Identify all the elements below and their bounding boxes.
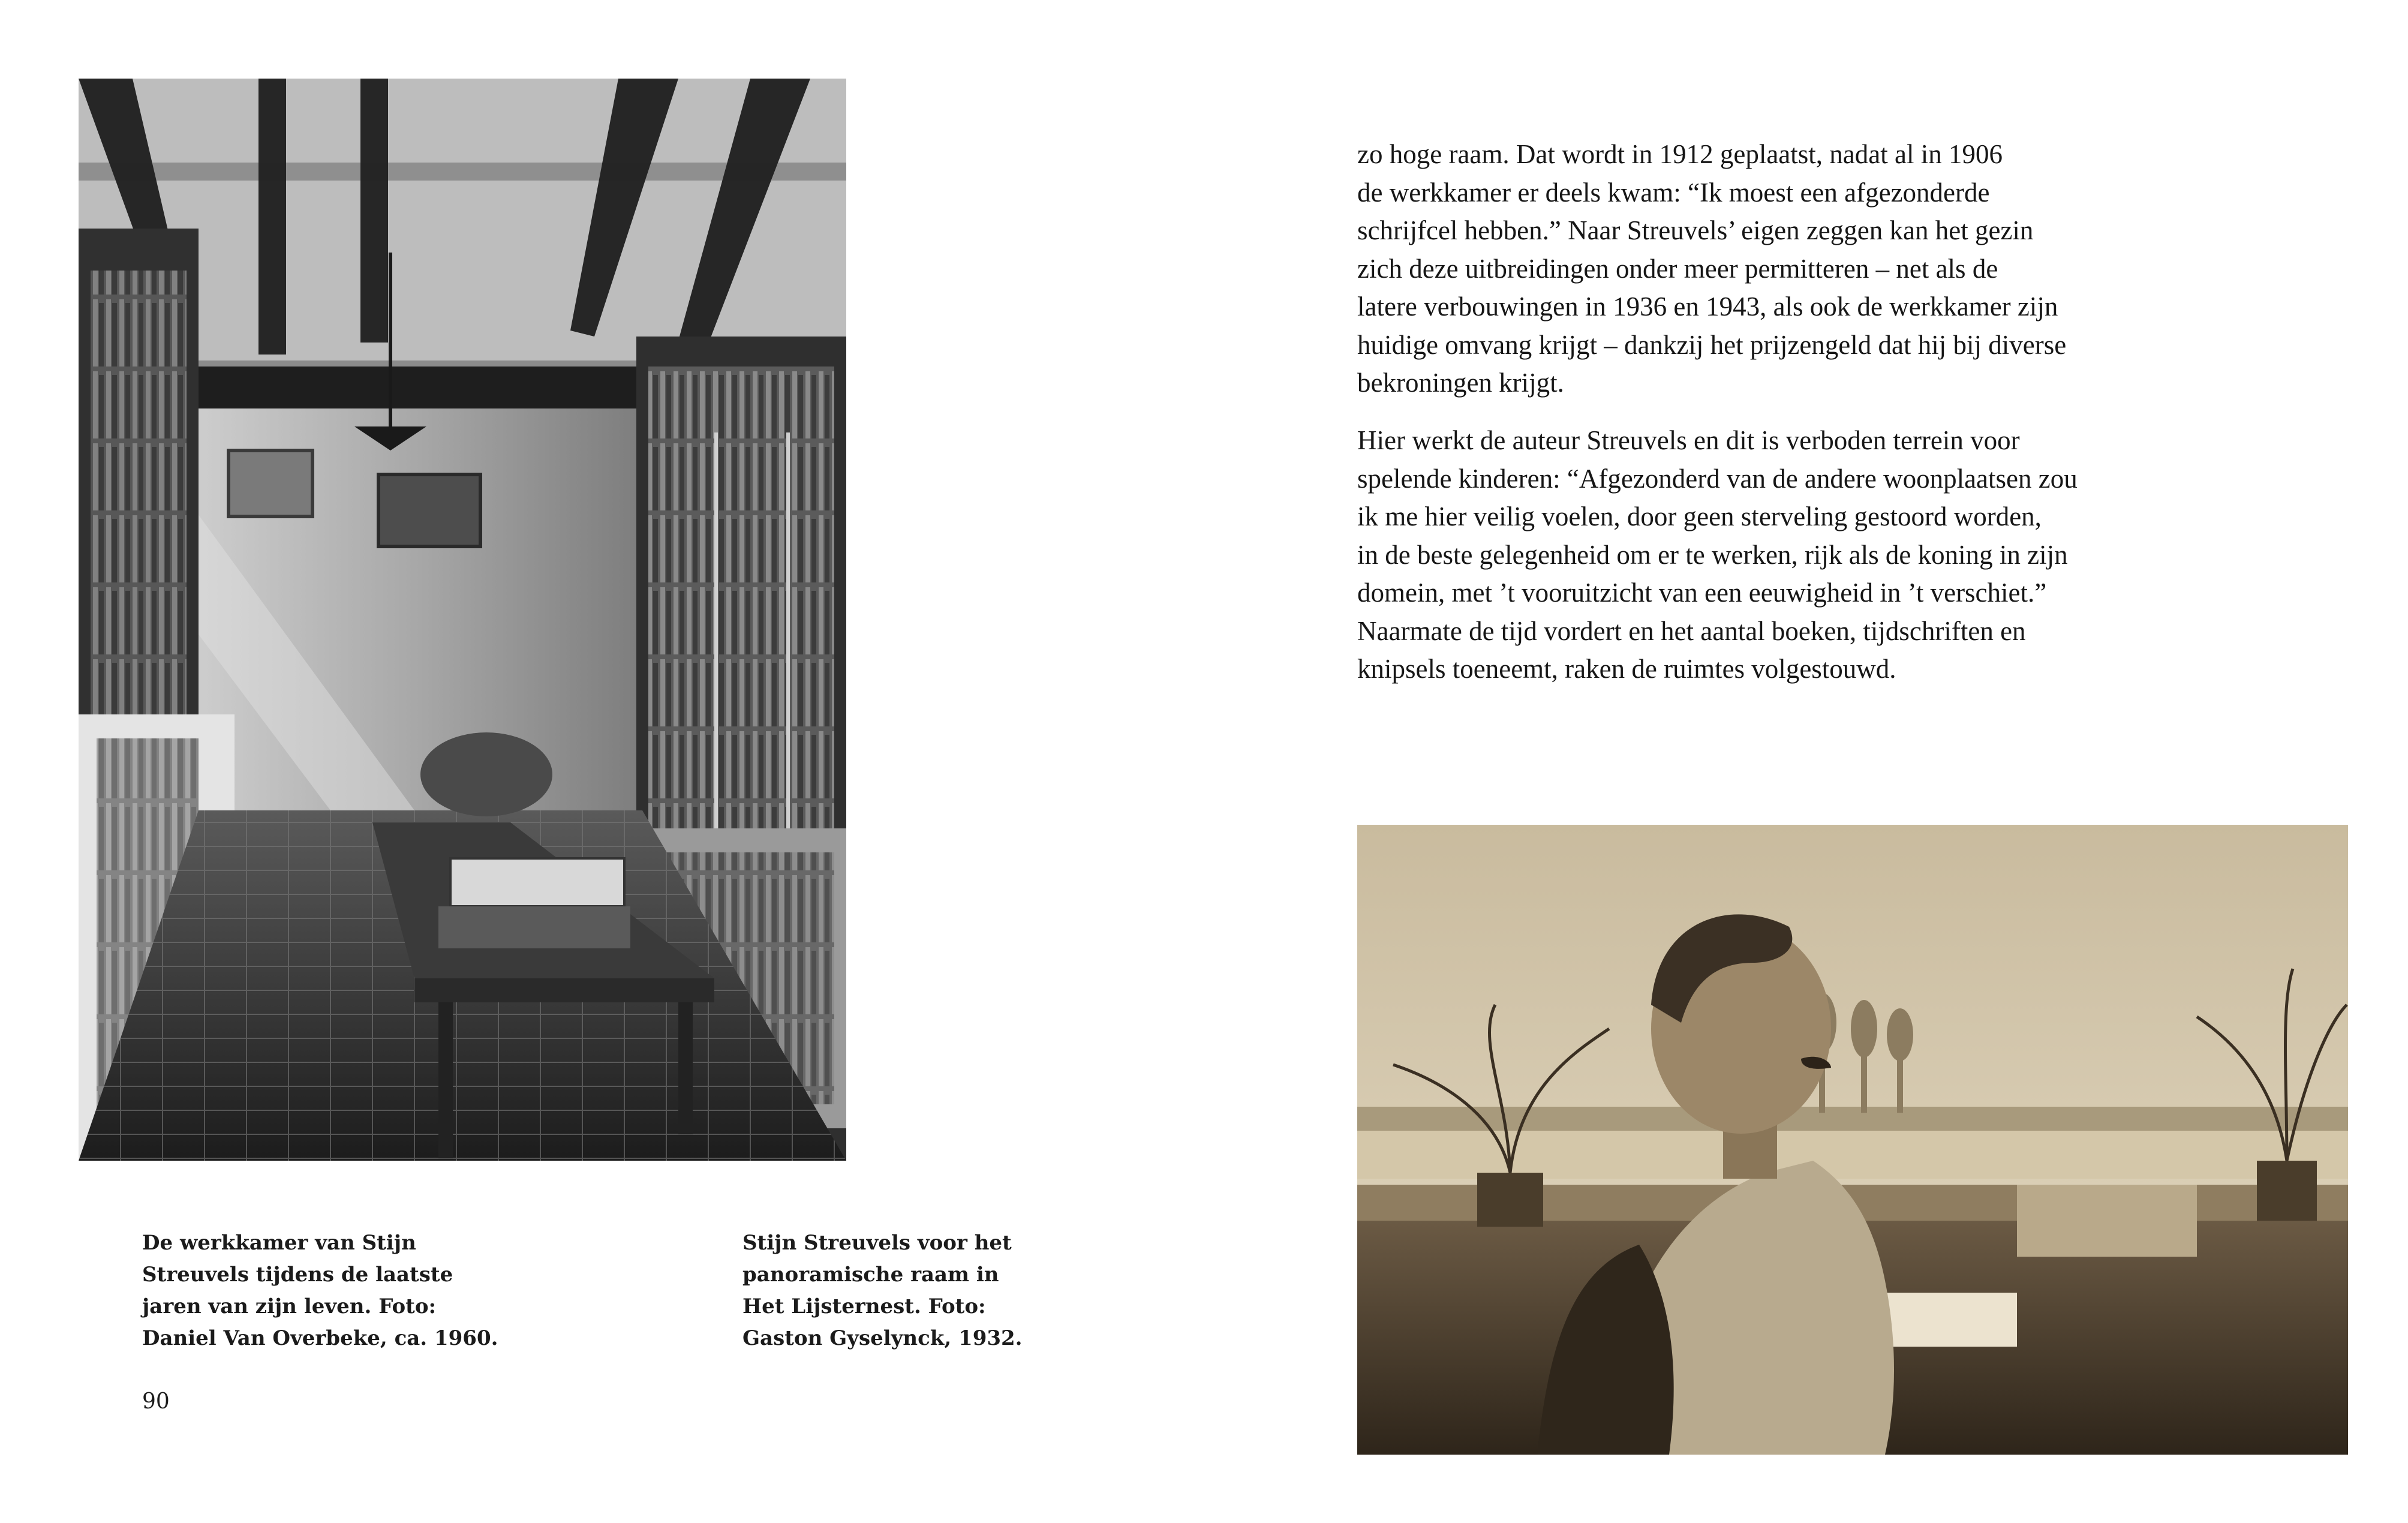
text-line: latere verbouwingen in 1936 en 1943, als ook de werkkamer zijn bbox=[1357, 292, 2058, 322]
text-line: de werkkamer er deels kwam: “Ik moest een afgezonderde bbox=[1357, 177, 1990, 208]
page-number: 90 bbox=[142, 1389, 170, 1414]
portrait-photo-caption: Stijn Streuvels voor het panoramische raam in Het Lijsternest. Foto: Gaston Gyselynck, 1932. bbox=[742, 1231, 1023, 1350]
text-line: schrijfcel hebben.” Naar Streuvels’ eigen zeggen kan het gezin bbox=[1357, 215, 2034, 245]
study-photo-caption: De werkkamer van Stijn Streuvels tijdens de laatste jaren van zijn leven. Foto: Daniel Van Overbeke, ca. 1960. bbox=[142, 1231, 498, 1350]
text-line: spelende kinderen: “Afgezonderd van de andere woonplaatsen zou bbox=[1357, 463, 2078, 494]
body-paragraph-2 bbox=[1357, 422, 2233, 689]
study-photo bbox=[79, 79, 846, 1161]
text-line: Naarmate de tijd vordert en het aantal boeken, tijdschriften en bbox=[1357, 615, 2026, 646]
body-paragraph-1 bbox=[1357, 136, 2233, 402]
portrait-photo-illustration bbox=[1357, 825, 2348, 1455]
text-line: zo hoge raam. Dat wordt in 1912 geplaatst, nadat al in 1906 bbox=[1357, 139, 2003, 169]
text-line: ik me hier veilig voelen, door geen sterveling gestoord worden, bbox=[1357, 501, 2042, 531]
text-line: in de beste gelegenheid om er te werken, rijk als de koning in zijn bbox=[1357, 539, 2068, 570]
text-line: bekroningen krijgt. bbox=[1357, 368, 1564, 398]
text-line: huidige omvang krijgt – dankzij het prijzengeld dat hij bij diverse bbox=[1357, 329, 2067, 360]
portrait-photo bbox=[1357, 825, 2348, 1455]
text-line: knipsels toeneemt, raken de ruimtes volgestouwd. bbox=[1357, 654, 1896, 684]
text-line: domein, met ’t vooruitzicht van een eeuwigheid in ’t verschiet.” bbox=[1357, 578, 2047, 608]
text-line: Hier werkt de auteur Streuvels en dit is verboden terrein voor bbox=[1357, 425, 2020, 455]
study-photo-illustration bbox=[79, 79, 846, 1161]
text-line: zich deze uitbreidingen onder meer permitteren – net als de bbox=[1357, 253, 1998, 284]
